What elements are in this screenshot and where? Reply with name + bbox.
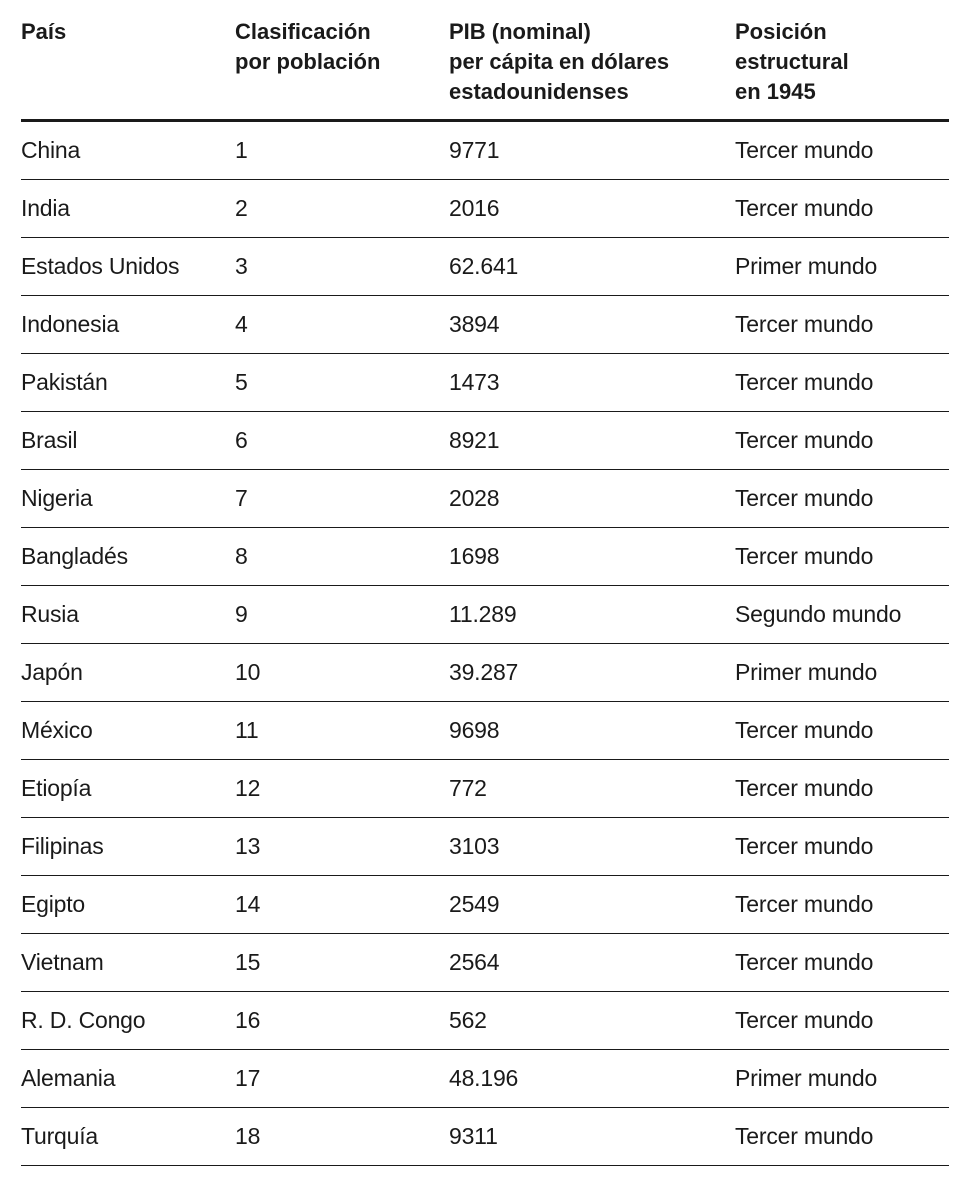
cell-structural-position: Tercer mundo: [735, 195, 874, 221]
table-row: [21, 934, 949, 992]
cell-population-rank: 6: [235, 427, 248, 453]
cell-country: Estados Unidos: [21, 253, 180, 279]
cell-gdp-per-capita: 9771: [449, 137, 500, 163]
cell-gdp-per-capita: 2016: [449, 195, 500, 221]
cell-gdp-per-capita: 2028: [449, 485, 500, 511]
cell-structural-position: Tercer mundo: [735, 1007, 874, 1033]
cell-population-rank: 5: [235, 369, 248, 395]
cell-country: Indonesia: [21, 311, 119, 337]
table-header: [21, 0, 949, 122]
table-row: [21, 818, 949, 876]
cell-country: Nigeria: [21, 485, 93, 511]
cell-country: Pakistán: [21, 369, 108, 395]
cell-population-rank: 14: [235, 891, 261, 917]
cell-gdp-per-capita: 3894: [449, 311, 500, 337]
table-row: [21, 122, 949, 180]
cell-gdp-per-capita: 1698: [449, 543, 500, 569]
cell-structural-position: Tercer mundo: [735, 311, 874, 337]
cell-structural-position: Primer mundo: [735, 1065, 878, 1091]
cell-gdp-per-capita: 1473: [449, 369, 500, 395]
cell-population-rank: 7: [235, 485, 248, 511]
cell-structural-position: Tercer mundo: [735, 427, 874, 453]
cell-population-rank: 13: [235, 833, 261, 859]
cell-country: Turquía: [21, 1123, 99, 1149]
cell-population-rank: 10: [235, 659, 261, 685]
cell-structural-position: Tercer mundo: [735, 775, 874, 801]
cell-country: Vietnam: [21, 949, 104, 975]
cell-country: Filipinas: [21, 833, 104, 859]
table-row: [21, 992, 949, 1050]
cell-gdp-per-capita: 772: [449, 775, 487, 801]
cell-population-rank: 18: [235, 1123, 261, 1149]
cell-country: Bangladés: [21, 543, 128, 569]
table-row: [21, 760, 949, 818]
table-row: [21, 354, 949, 412]
table-row: [21, 180, 949, 238]
cell-population-rank: 16: [235, 1007, 261, 1033]
cell-structural-position: Primer mundo: [735, 659, 878, 685]
table-body: [21, 122, 949, 1166]
cell-population-rank: 15: [235, 949, 261, 975]
cell-country: Etiopía: [21, 775, 92, 801]
table-row: [21, 528, 949, 586]
cell-population-rank: 1: [235, 137, 248, 163]
table-row: [21, 1108, 949, 1166]
cell-gdp-per-capita: 11.289: [449, 601, 517, 627]
cell-gdp-per-capita: 8921: [449, 427, 500, 453]
cell-gdp-per-capita: 48.196: [449, 1065, 519, 1091]
cell-gdp-per-capita: 39.287: [449, 659, 519, 685]
table-row: [21, 702, 949, 760]
cell-population-rank: 9: [235, 601, 248, 627]
table-row: [21, 644, 949, 702]
cell-country: India: [21, 195, 70, 221]
cell-structural-position: Tercer mundo: [735, 949, 874, 975]
cell-gdp-per-capita: 62.641: [449, 253, 519, 279]
cell-population-rank: 12: [235, 775, 261, 801]
cell-country: China: [21, 137, 81, 163]
cell-structural-position: Tercer mundo: [735, 543, 874, 569]
cell-gdp-per-capita: 2564: [449, 949, 500, 975]
cell-population-rank: 17: [235, 1065, 261, 1091]
cell-country: Japón: [21, 659, 83, 685]
cell-population-rank: 8: [235, 543, 248, 569]
cell-population-rank: 3: [235, 253, 248, 279]
cell-country: Egipto: [21, 891, 86, 917]
cell-country: México: [21, 717, 93, 743]
cell-population-rank: 2: [235, 195, 248, 221]
data-table: [21, 0, 949, 1166]
cell-country: Rusia: [21, 601, 79, 627]
table-row: [21, 296, 949, 354]
cell-structural-position: Tercer mundo: [735, 369, 874, 395]
cell-structural-position: Tercer mundo: [735, 1123, 874, 1149]
cell-population-rank: 4: [235, 311, 248, 337]
table-row: [21, 470, 949, 528]
table-row: [21, 876, 949, 934]
cell-structural-position: Tercer mundo: [735, 137, 874, 163]
table-row: [21, 412, 949, 470]
table-row: [21, 238, 949, 296]
cell-country: Brasil: [21, 427, 78, 453]
header-gdp-per-capita: PIB (nominal) per cápita en dólares estadounidenses: [449, 19, 670, 104]
cell-population-rank: 11: [235, 717, 259, 743]
cell-structural-position: Tercer mundo: [735, 891, 874, 917]
cell-gdp-per-capita: 562: [449, 1007, 487, 1033]
cell-structural-position: Tercer mundo: [735, 485, 874, 511]
cell-country: Alemania: [21, 1065, 116, 1091]
header-structural-position: Posición estructural en 1945: [735, 19, 849, 104]
cell-structural-position: Tercer mundo: [735, 833, 874, 859]
cell-gdp-per-capita: 2549: [449, 891, 500, 917]
cell-structural-position: Primer mundo: [735, 253, 878, 279]
header-population-rank: Clasificación por población: [235, 19, 381, 74]
cell-country: R. D. Congo: [21, 1007, 146, 1033]
header-country: País: [21, 19, 67, 44]
cell-structural-position: Tercer mundo: [735, 717, 874, 743]
table-row: [21, 586, 949, 644]
cell-gdp-per-capita: 9311: [449, 1123, 498, 1149]
cell-gdp-per-capita: 9698: [449, 717, 500, 743]
cell-gdp-per-capita: 3103: [449, 833, 500, 859]
cell-structural-position: Segundo mundo: [735, 601, 902, 627]
table-row: [21, 1050, 949, 1108]
